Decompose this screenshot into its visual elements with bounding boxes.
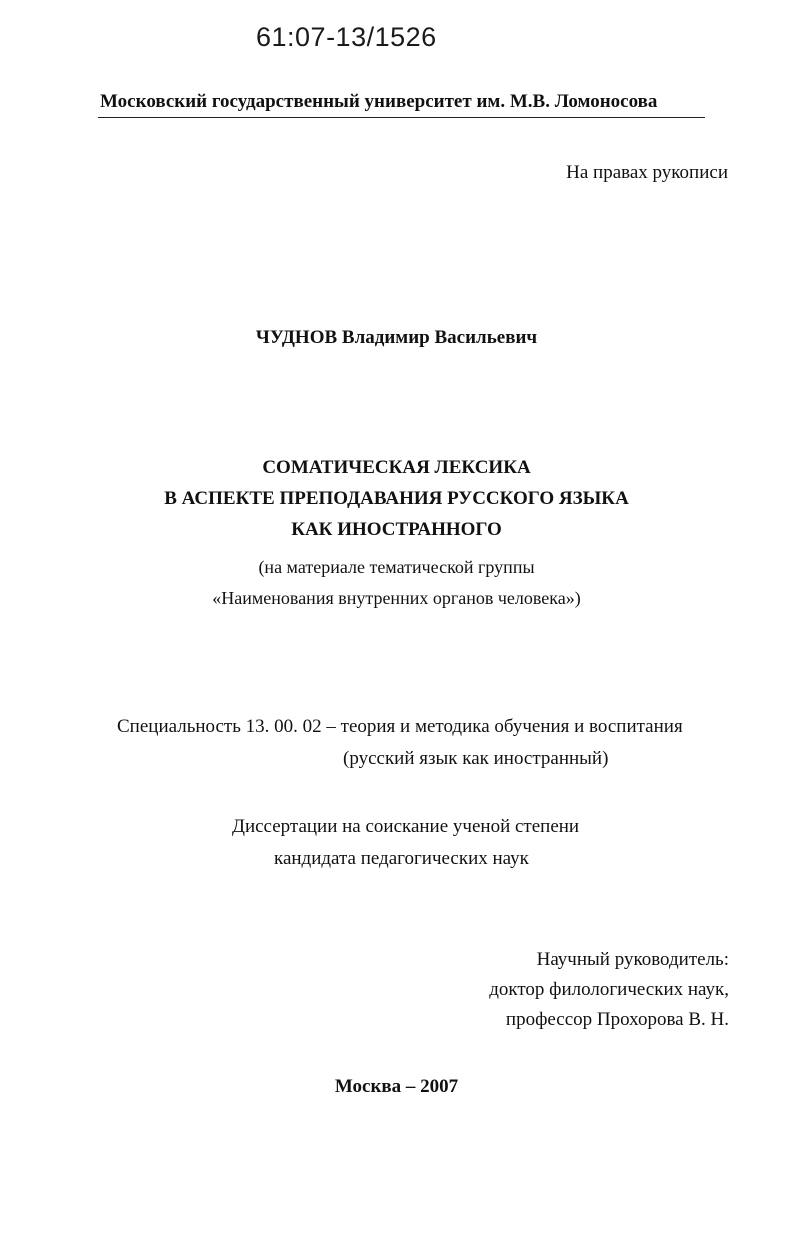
university-name: Московский государственный университет им. М.В. Ломоносова xyxy=(100,91,658,112)
title-line: В АСПЕКТЕ ПРЕПОДАВАНИЯ РУССКОГО ЯЗЫКА xyxy=(164,488,629,509)
supervisor-block xyxy=(489,945,729,1035)
catalog-number: 61:07-13/1526 xyxy=(256,22,437,52)
supervisor-label: Научный руководитель: xyxy=(536,949,729,970)
author-surname: ЧУДНОВ xyxy=(255,327,338,348)
subtitle-line: «Наименования внутренних органов человека») xyxy=(212,588,581,608)
subtitle-line: (на материале тематической группы xyxy=(258,557,535,577)
specialty-code: Специальность 13. 00. 02 – теория и методика обучения и воспитания xyxy=(117,716,683,737)
header-divider xyxy=(98,117,705,118)
rights-note: На правах рукописи xyxy=(566,162,728,183)
degree-line: Диссертации на соискание ученой степени xyxy=(232,816,580,837)
title-line: СОМАТИЧЕСКАЯ ЛЕКСИКА xyxy=(262,457,531,478)
dissertation-title xyxy=(0,452,793,545)
author-given-names: Владимир Васильевич xyxy=(341,327,538,348)
dissertation-subtitle xyxy=(0,552,793,614)
author-name xyxy=(0,327,793,349)
degree-line: кандидата педагогических наук xyxy=(274,848,529,869)
title-line: КАК ИНОСТРАННОГО xyxy=(291,519,502,540)
city-year: Москва – 2007 xyxy=(334,1076,459,1097)
specialty-detail: (русский язык как иностранный) xyxy=(343,748,609,769)
supervisor-name: профессор Прохорова В. Н. xyxy=(505,1009,729,1030)
supervisor-degree: доктор филологических наук, xyxy=(489,979,729,1000)
